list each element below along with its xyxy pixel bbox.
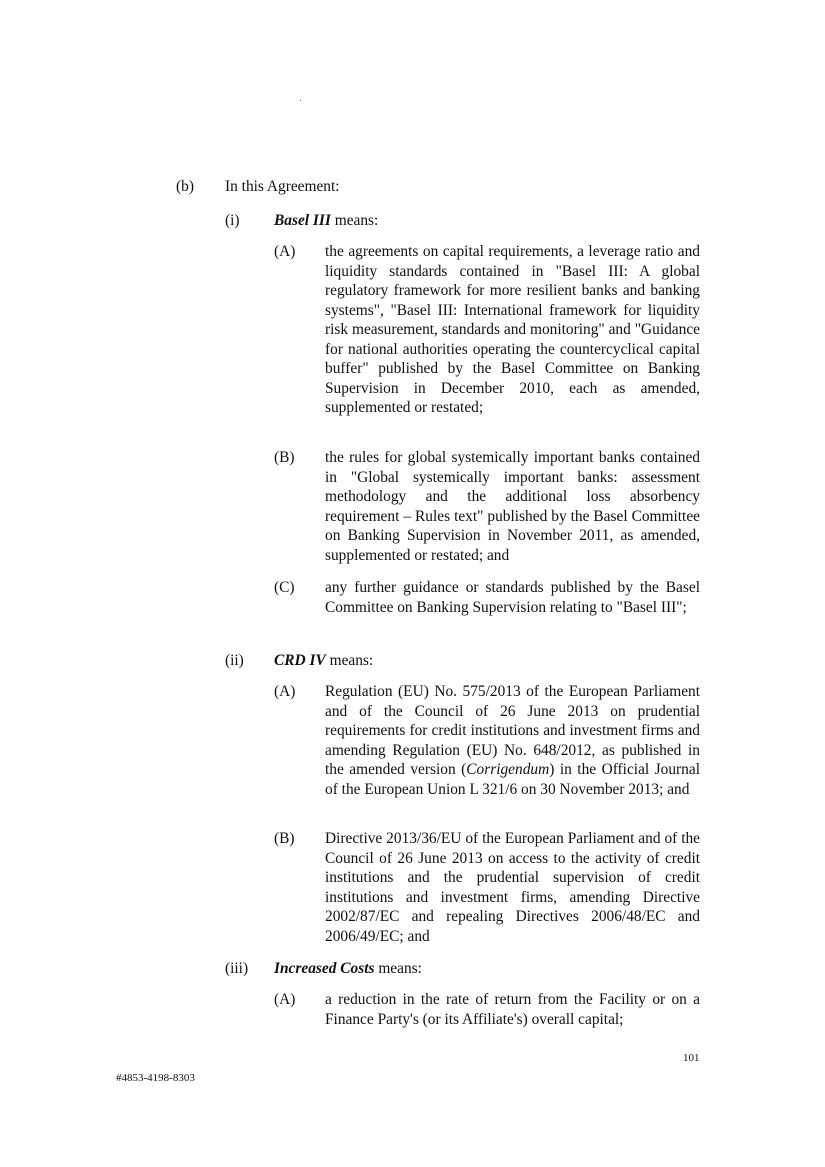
- crd-term: CRD IV: [274, 652, 326, 669]
- basel-c-label: (C): [274, 579, 295, 596]
- crd-a-label: (A): [274, 683, 296, 700]
- crd-means: means:: [325, 652, 374, 669]
- basel-term: Basel III: [274, 212, 331, 229]
- scan-speck: [300, 100, 301, 101]
- basel-means: means:: [330, 212, 379, 229]
- crd-a-text-after: ) in the Official Journal of the European Union L 321/6 on 30 November 2013; and: [325, 761, 700, 798]
- clause-b-label: (b): [176, 178, 194, 195]
- increased-heading: [274, 959, 422, 979]
- basel-label: (i): [225, 212, 240, 229]
- corrigendum-italic: Corrigendum: [466, 761, 550, 778]
- clause-b-text: In this Agreement:: [225, 178, 340, 195]
- basel-b-label: (B): [274, 449, 295, 466]
- crd-a-text: [325, 682, 700, 799]
- crd-a-text-before: Regulation (EU) No. 575/2013 of the European Parliament and of the Council of 26 June 2013 on prudential requirements for credit institutions and investment firms and amending Regulation (EU) No. 648/2012, as published in the amended version (: [325, 683, 700, 778]
- basel-a-text: the agreements on capital requirements, a leverage ratio and liquidity standards contained in "Basel III: A global regulatory framework for more resilient banks and banking systems", "Basel III: International framework for liquidity risk measurement, standards and monitoring" and "Guidance for national authorities operating the countercyclical capital buffer" published by the Basel Committee on Banking Supervision in December 2010, each as amended, supplemented or restated;: [325, 243, 700, 416]
- basel-a-label: (A): [274, 243, 296, 260]
- document-id: #4853-4198-8303: [116, 1072, 195, 1084]
- basel-heading: [274, 211, 378, 231]
- basel-c-text: any further guidance or standards published by the Basel Committee on Banking Supervision relating to "Basel III";: [325, 579, 700, 616]
- page-number: 101: [683, 1052, 700, 1064]
- crd-b-text: Directive 2013/36/EU of the European Parliament and of the Council of 26 June 2013 on access to the activity of credit institutions and the prudential supervision of credit institutions and investment firms, amending Directive 2002/87/EC and repealing Directives 2006/48/EC and 2006/49/EC; and: [325, 830, 700, 945]
- increased-means: means:: [374, 960, 422, 977]
- increased-label: (iii): [225, 960, 249, 977]
- increased-a-text: a reduction in the rate of return from the Facility or on a Finance Party's (or its Affiliate's) overall capital;: [325, 991, 700, 1028]
- crd-b-label: (B): [274, 830, 295, 847]
- crd-heading: [274, 651, 373, 671]
- crd-label: (ii): [225, 652, 244, 669]
- increased-term: Increased Costs: [274, 960, 375, 977]
- increased-a-label: (A): [274, 991, 296, 1008]
- basel-b-text: the rules for global systemically important banks contained in "Global systemically important banks: assessment methodology and the additional loss absorbency requirement – Rules text" published by the Basel Committee on Banking Supervision in November 2011, as amended, supplemented or restated; and: [325, 449, 700, 564]
